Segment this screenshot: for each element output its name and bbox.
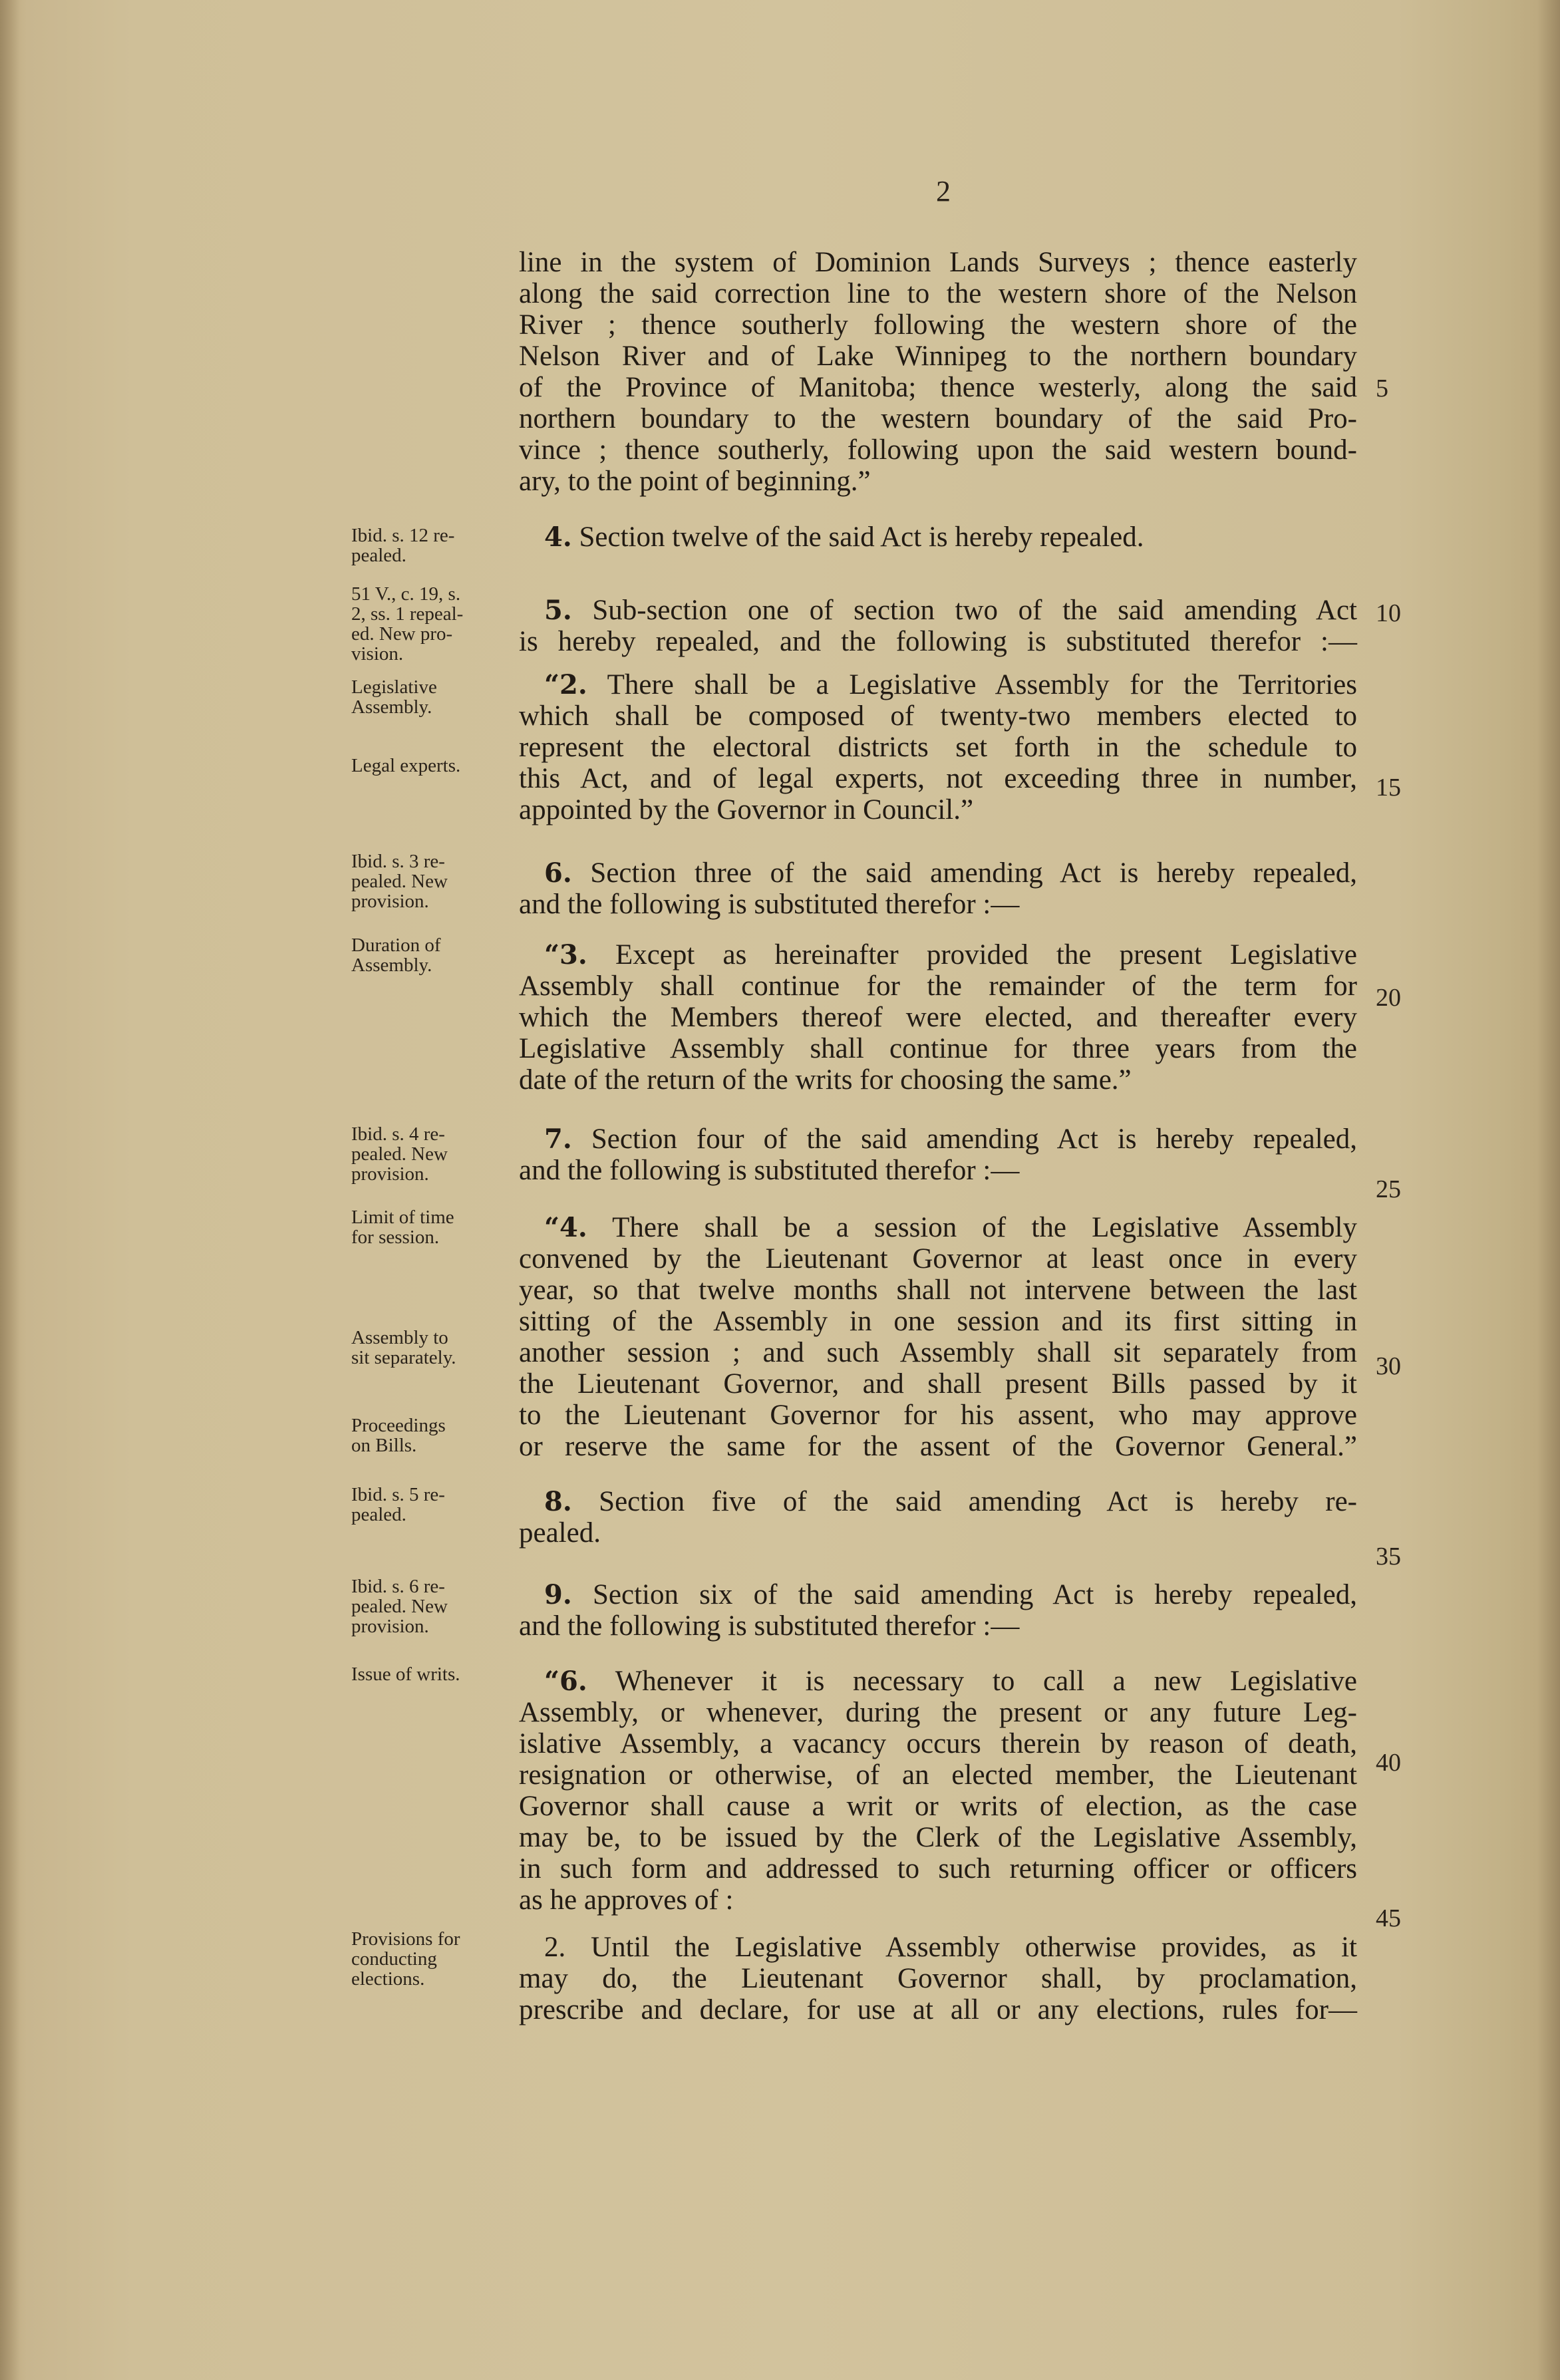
margin-note: Issue of writs. [351, 1664, 460, 1685]
text-line: pealed. [519, 1517, 601, 1549]
text-line: and the following is substituted therefor :— [519, 1610, 1020, 1642]
text-line: year, so that twelve months shall not intervene between the last [519, 1274, 1357, 1306]
page-edge-shadow [1537, 0, 1560, 2380]
text-line: the Lieutenant Governor, and shall present Bills passed by it [519, 1368, 1357, 1400]
text-line: as he approves of : [519, 1884, 734, 1916]
section-5-line: 5. Sub-section one of section two of the said amending Act [544, 595, 1357, 626]
text-line: River ; thence southerly following the western shore of the [519, 309, 1357, 341]
text-line: and the following is substituted therefor :— [519, 889, 1020, 920]
text-line: northern boundary to the western boundary of the said Pro- [519, 403, 1357, 434]
line-number: 30 [1376, 1352, 1401, 1380]
section-6-line: 6. Section three of the said amending Act is hereby repealed, [544, 857, 1357, 889]
line-number: 10 [1376, 599, 1401, 627]
text-line: line in the system of Dominion Lands Surveys ; thence easterly [519, 247, 1357, 278]
text-line: date of the return of the writs for choosing the same.” [519, 1064, 1132, 1096]
text-line: Assembly, or whenever, during the present or any future Leg- [519, 1697, 1357, 1728]
text-line: in such form and addressed to such returning officer or officers [519, 1853, 1357, 1884]
text-line: and the following is substituted therefor :— [519, 1155, 1020, 1186]
text-line: convened by the Lieutenant Governor at least once in every [519, 1243, 1357, 1274]
margin-note: Ibid. s. 4 re- pealed. New provision. [351, 1123, 448, 1185]
text-line: sitting of the Assembly in one session and its first sitting in [519, 1306, 1357, 1337]
text-line: which the Members thereof were elected, and thereafter every [519, 1002, 1357, 1033]
section-7-line: 7. Section four of the said amending Act is hereby repealed, [544, 1123, 1357, 1155]
margin-note: Duration of Assembly. [351, 935, 441, 976]
margin-note: Ibid. s. 6 re- pealed. New provision. [351, 1576, 448, 1637]
section-number: 7. [544, 1123, 572, 1155]
margin-note: Legal experts. [351, 755, 461, 776]
line-number: 35 [1376, 1543, 1401, 1570]
margin-note: Ibid. s. 12 re- pealed. [351, 525, 455, 566]
section-number: “3. [544, 939, 587, 970]
text-line: this Act, and of legal experts, not exceeding three in number, [519, 763, 1357, 794]
subsection-number: 2. [544, 1932, 566, 1963]
margin-note: 51 V., c. 19, s. 2, ss. 1 repeal- ed. New pro- vision. [351, 583, 464, 665]
page-number: 2 [936, 175, 951, 208]
line-number: 45 [1376, 1904, 1401, 1932]
section-number: 8. [544, 1486, 572, 1517]
quoted-section-4-line: “4. There shall be a session of the Legislative Assembly [544, 1212, 1357, 1243]
margin-note: Ibid. s. 3 re- pealed. New provision. [351, 851, 448, 912]
line-number: 40 [1376, 1749, 1401, 1777]
line-number: 20 [1376, 984, 1401, 1012]
text-line: vince ; thence southerly, following upon the said western bound- [519, 434, 1357, 466]
line-number: 5 [1376, 374, 1388, 402]
section-8-line: 8. Section five of the said amending Act is hereby re- [544, 1486, 1357, 1517]
line-number: 25 [1376, 1175, 1401, 1203]
margin-note: Provisions for conducting elections. [351, 1928, 460, 1990]
quoted-section-3-line: “3. Except as hereinafter provided the present Legislative [544, 939, 1357, 970]
text-line: Governor shall cause a writ or writs of election, as the case [519, 1791, 1357, 1822]
text-line: ary, to the point of beginning.” [519, 466, 871, 497]
text-line: or reserve the same for the assent of the Governor General.” [519, 1431, 1357, 1462]
subsection-2-line: 2. Until the Legislative Assembly otherwise provides, as it [544, 1932, 1357, 1963]
quoted-section-6-line: “6. Whenever it is necessary to call a new Legislative [544, 1666, 1357, 1697]
text-line: Legislative Assembly shall continue for three years from the [519, 1033, 1357, 1064]
margin-note: Legislative Assembly. [351, 676, 437, 718]
margin-note: Proceedings on Bills. [351, 1415, 446, 1456]
line-number: 15 [1376, 774, 1401, 802]
section-number: “6. [544, 1666, 587, 1697]
text-line: resignation or otherwise, of an elected member, the Lieutenant [519, 1759, 1357, 1791]
text-line: may be, to be issued by the Clerk of the Legislative Assembly, [519, 1822, 1357, 1853]
section-number: 4. [544, 521, 572, 553]
text-line: another session ; and such Assembly shall sit separately from [519, 1337, 1357, 1368]
section-4-line: 4. Section twelve of the said Act is hereby repealed. [544, 521, 1144, 553]
text-line: Nelson River and of Lake Winnipeg to the northern boundary [519, 341, 1357, 372]
text-line: Assembly shall continue for the remainder of the term for [519, 970, 1357, 1002]
section-number: 9. [544, 1579, 572, 1610]
section-number: “2. [544, 669, 587, 700]
quoted-section-2-line: “2. There shall be a Legislative Assembly for the Territories [544, 669, 1357, 700]
text-line: may do, the Lieutenant Governor shall, by proclamation, [519, 1963, 1357, 1994]
text-line: along the said correction line to the western shore of the Nelson [519, 278, 1357, 309]
section-number: 5. [544, 595, 572, 626]
binding-shadow [0, 0, 20, 2380]
section-number: 6. [544, 857, 572, 889]
text-line: islative Assembly, a vacancy occurs therein by reason of death, [519, 1728, 1357, 1759]
section-9-line: 9. Section six of the said amending Act is hereby repealed, [544, 1579, 1357, 1610]
text-line: to the Lieutenant Governor for his assent, who may approve [519, 1400, 1357, 1431]
text-line: which shall be composed of twenty-two members elected to [519, 700, 1357, 732]
text-line: represent the electoral districts set forth in the schedule to [519, 732, 1357, 763]
text-line: appointed by the Governor in Council.” [519, 794, 974, 825]
section-number: “4. [544, 1212, 587, 1243]
margin-note: Limit of time for session. [351, 1207, 454, 1248]
text-line: prescribe and declare, for use at all or any elections, rules for— [519, 1994, 1357, 2025]
text-line: of the Province of Manitoba; thence westerly, along the said [519, 372, 1357, 403]
text-line: is hereby repealed, and the following is substituted therefor :— [519, 626, 1357, 657]
margin-note: Ibid. s. 5 re- pealed. [351, 1484, 445, 1525]
margin-note: Assembly to sit separately. [351, 1327, 456, 1368]
